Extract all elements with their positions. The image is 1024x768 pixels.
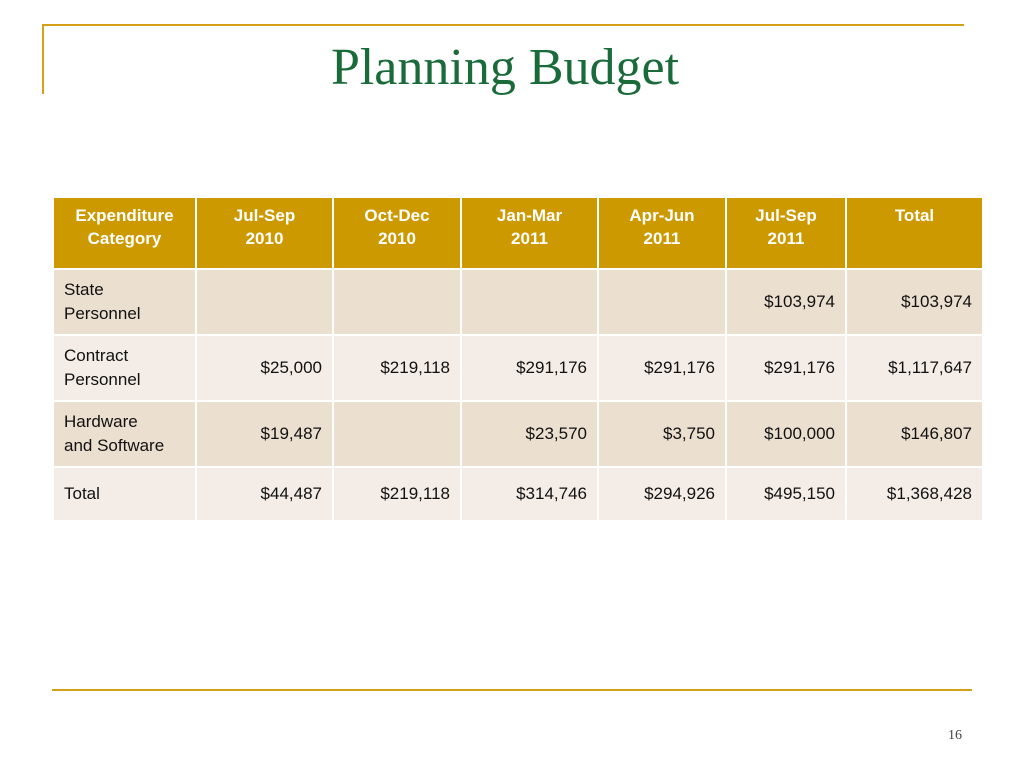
table-cell: $219,118 [333, 335, 461, 401]
table-cell: $291,176 [598, 335, 726, 401]
header-jul-sep-2011: Jul-Sep 2011 [726, 197, 846, 269]
header-total: Total [846, 197, 983, 269]
row-category: State Personnel [53, 269, 196, 335]
table-cell: $294,926 [598, 467, 726, 521]
table-cell: $25,000 [196, 335, 333, 401]
header-apr-jun-2011: Apr-Jun 2011 [598, 197, 726, 269]
table-cell: $495,150 [726, 467, 846, 521]
table-cell: $219,118 [333, 467, 461, 521]
table-cell: $291,176 [726, 335, 846, 401]
frame-top-rule [42, 24, 964, 26]
table-cell [333, 269, 461, 335]
header-jul-sep-2010: Jul-Sep 2010 [196, 197, 333, 269]
table-cell [598, 269, 726, 335]
footer-rule [52, 689, 972, 691]
table-cell-total: $103,974 [846, 269, 983, 335]
table-cell: $291,176 [461, 335, 598, 401]
table-row-hardware-software [53, 401, 983, 467]
table-cell-total: $146,807 [846, 401, 983, 467]
table-cell: $103,974 [726, 269, 846, 335]
table-cell: $100,000 [726, 401, 846, 467]
header-expenditure-category: Expenditure Category [53, 197, 196, 269]
budget-table [52, 196, 984, 522]
table-cell: $19,487 [196, 401, 333, 467]
table-row-state-personnel [53, 269, 983, 335]
table-cell [333, 401, 461, 467]
table-cell [461, 269, 598, 335]
table-cell: $44,487 [196, 467, 333, 521]
table-cell: $3,750 [598, 401, 726, 467]
table-cell-total: $1,117,647 [846, 335, 983, 401]
table-cell [196, 269, 333, 335]
header-oct-dec-2010: Oct-Dec 2010 [333, 197, 461, 269]
row-category: Hardware and Software [53, 401, 196, 467]
header-row [53, 197, 983, 269]
table-row-total [53, 467, 983, 521]
row-category: Total [53, 467, 196, 521]
header-jan-mar-2011: Jan-Mar 2011 [461, 197, 598, 269]
row-category: Contract Personnel [53, 335, 196, 401]
table-cell: $23,570 [461, 401, 598, 467]
table-cell: $314,746 [461, 467, 598, 521]
slide-title: Planning Budget [330, 39, 680, 96]
page-number: 16 [948, 728, 962, 743]
table-cell-total: $1,368,428 [846, 467, 983, 521]
table-row-contract-personnel [53, 335, 983, 401]
